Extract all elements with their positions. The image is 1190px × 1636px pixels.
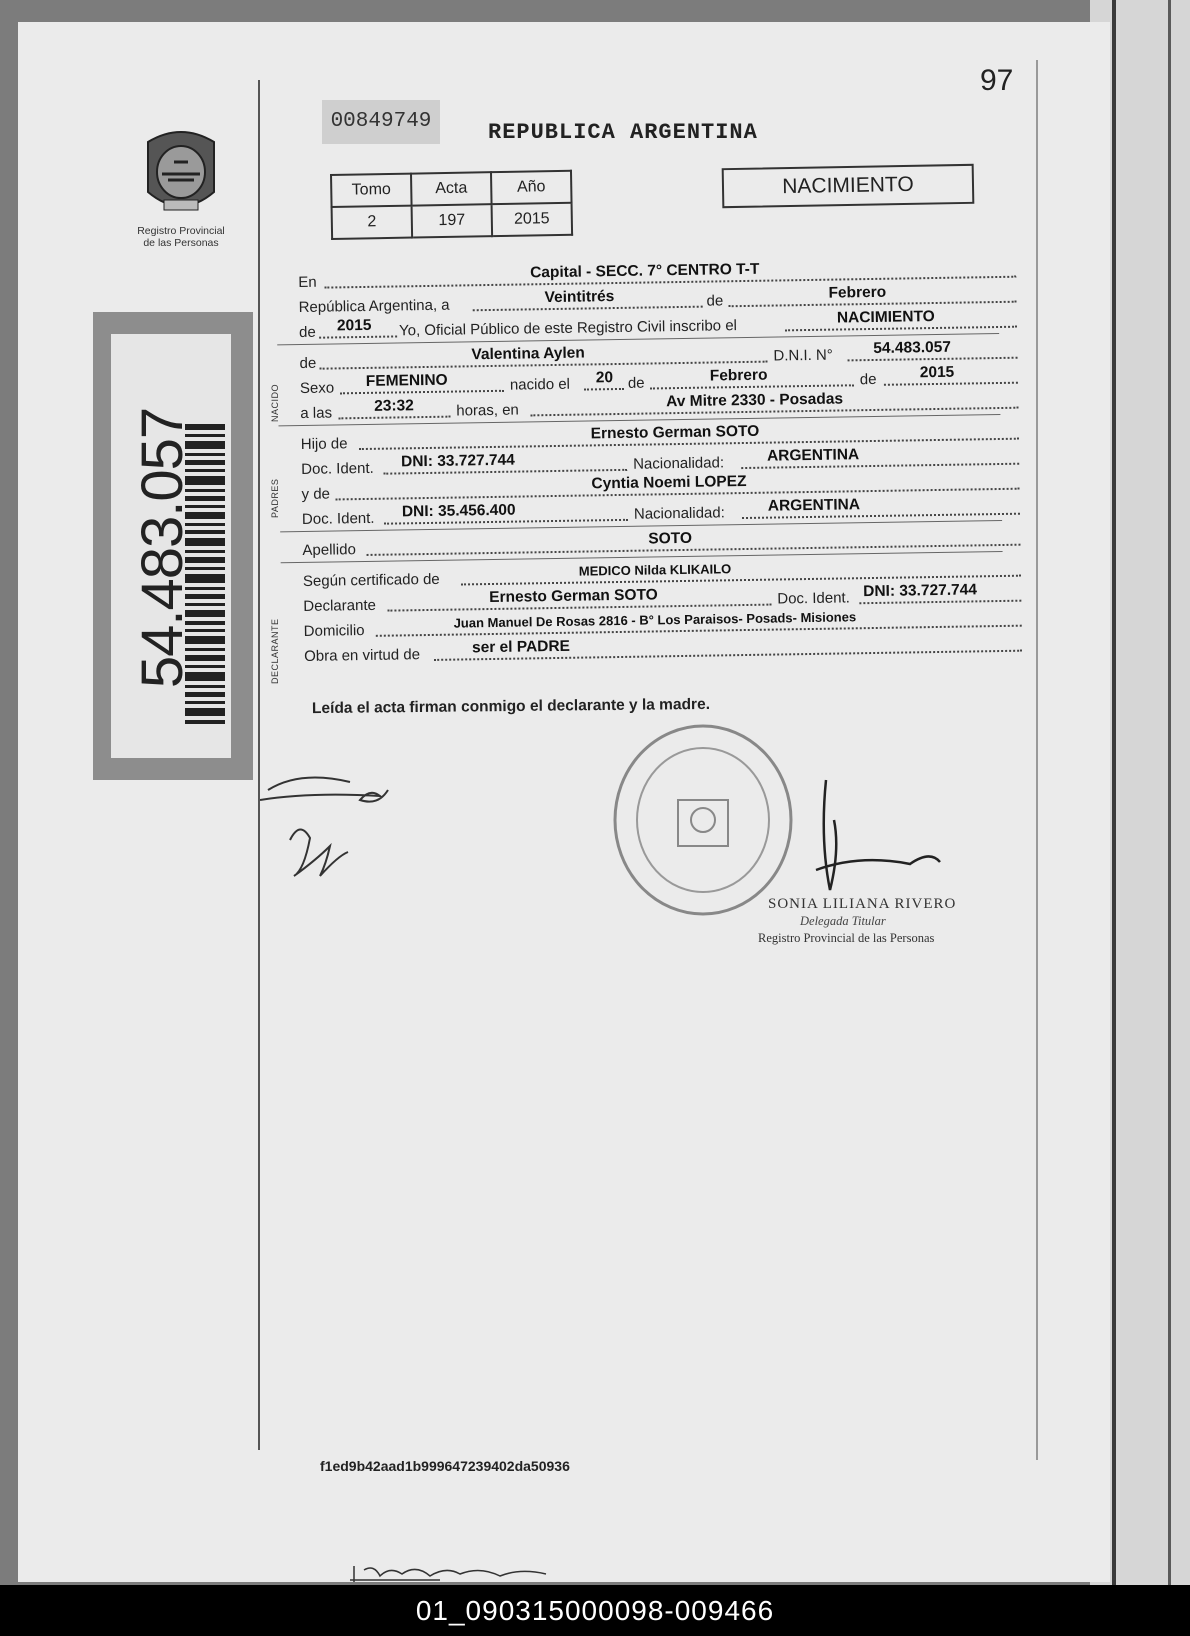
value-declarante-doc: DNI: 33.727.744 [863, 581, 978, 601]
registry-value-tomo: 2 [332, 206, 413, 239]
value-mother-name: Cyntia Noemi LOPEZ [591, 472, 747, 493]
value-mother-doc: DNI: 35.456.400 [401, 501, 516, 521]
value-day: Veintitrés [544, 288, 615, 307]
label-y-de: y de [301, 485, 331, 503]
seal-caption-line-2: de las Personas [143, 237, 219, 249]
value-dni: 54.483.057 [873, 338, 952, 357]
closing-statement: Leída el acta firman conmigo el declarante y la madre. [311, 695, 711, 718]
label-doc-ident-mother: Doc. Ident. [301, 509, 375, 528]
label-alas: a las [300, 404, 333, 422]
label-de-month: de [859, 370, 877, 389]
value-certificado: MEDICO Nilda KLIKAILO [578, 561, 732, 579]
birth-record-form [298, 255, 1024, 665]
value-sexo: FEMENINO [365, 371, 448, 390]
barcode-panel [93, 312, 253, 780]
value-year: 2015 [336, 316, 372, 335]
value-declarante: Ernesto German SOTO [489, 586, 658, 607]
label-declarante: Declarante [303, 596, 377, 615]
page-edge-2 [1168, 0, 1171, 1585]
label-dni: D.N.I. N° [773, 346, 833, 365]
right-margin-rule [1036, 60, 1038, 1460]
side-label-padres: PADRES [270, 478, 280, 518]
label-obra: Obra en virtud de [304, 646, 421, 665]
registry-value-anio: 2015 [492, 203, 573, 236]
label-de-day: de [627, 374, 645, 392]
label-doc-ident: Doc. Ident. [301, 459, 374, 478]
barcode-number: 54.483.057 [130, 407, 195, 689]
page-edge [1112, 0, 1116, 1585]
official-office: Registro Provincial de las Personas [758, 931, 935, 945]
label-horas: horas, en [456, 401, 519, 420]
seal-caption [118, 225, 244, 249]
side-label-nacido: NACIDO [270, 383, 280, 422]
label-en: En [298, 273, 317, 291]
registry-header-acta: Acta [411, 172, 492, 205]
barcode-label [111, 334, 231, 758]
value-child-name: Valentina Aylen [471, 344, 585, 364]
value-birth-time: 23:32 [374, 397, 414, 415]
value-inscribo: NACIMIENTO [836, 308, 935, 327]
document-type: NACIMIENTO [722, 164, 975, 208]
dotted-line [367, 544, 1021, 556]
value-father-doc: DNI: 33.727.744 [400, 451, 515, 471]
form-line-apellido [302, 523, 1022, 559]
label-declarante-doc: Doc. Ident. [777, 589, 850, 608]
value-father-nationality: ARGENTINA [766, 446, 860, 465]
document-title: REPUBLICA ARGENTINA [488, 120, 758, 145]
value-place: Capital - SECC. 7° CENTRO T-T [530, 260, 760, 282]
value-birth-place: Av Mitre 2330 - Posadas [666, 390, 844, 411]
document-hash: f1ed9b42aad1b999647239402da50936 [320, 1458, 570, 1474]
value-month: Febrero [828, 283, 887, 302]
label-nacionalidad: Nacionalidad: [633, 454, 725, 473]
dotted-line [319, 335, 397, 338]
official-stamp-icon [608, 720, 798, 920]
value-birth-year: 2015 [919, 363, 955, 382]
side-label-declarante: DECLARANTE [270, 618, 280, 684]
handwritten-margin-note [350, 1562, 590, 1584]
value-father-name: Ernesto German SOTO [590, 422, 760, 443]
label-nacido: nacido el [509, 375, 571, 394]
value-apellido: SOTO [648, 529, 693, 548]
dotted-line [785, 326, 1017, 332]
label-republica: República Argentina, a [298, 296, 450, 316]
label-certificado: Según certificado de [302, 570, 440, 590]
label-inscribo: Yo, Oficial Público de este Registro Civil inscribo el [398, 317, 738, 340]
official-title: Delegada Titular [800, 914, 886, 928]
value-birth-month: Febrero [709, 366, 768, 385]
label-de-name: de [299, 354, 317, 372]
registry-table [330, 170, 573, 240]
dotted-line [338, 416, 450, 420]
value-domicilio: Juan Manuel De Rosas 2816 - B° Los Paraisos- Posads- Misiones [453, 609, 857, 631]
footer-file-id: 01_090315000098-009466 [0, 1585, 1190, 1636]
value-birth-day: 20 [595, 369, 614, 387]
seal-caption-line-1: Registro Provincial [137, 225, 225, 237]
value-obra: ser el PADRE [471, 637, 571, 657]
registry-value-acta: 197 [412, 204, 493, 237]
label-de: de [706, 292, 724, 310]
label-nacionalidad-mother: Nacionalidad: [633, 504, 725, 523]
registry-header-anio: Año [491, 171, 572, 204]
label-apellido: Apellido [302, 541, 356, 559]
value-mother-nationality: ARGENTINA [767, 496, 861, 515]
provincial-seal-icon [140, 122, 222, 222]
label-de-year: de [298, 323, 316, 341]
label-sexo: Sexo [299, 379, 335, 397]
official-name: SONIA LILIANA RIVERO [768, 896, 957, 912]
label-domicilio: Domicilio [303, 622, 365, 640]
page-number: 97 [980, 64, 1014, 97]
label-hijo: Hijo de [300, 435, 348, 453]
dotted-line [584, 388, 624, 391]
registry-header-tomo: Tomo [331, 174, 412, 207]
acta-number: 00849749 [322, 100, 440, 144]
